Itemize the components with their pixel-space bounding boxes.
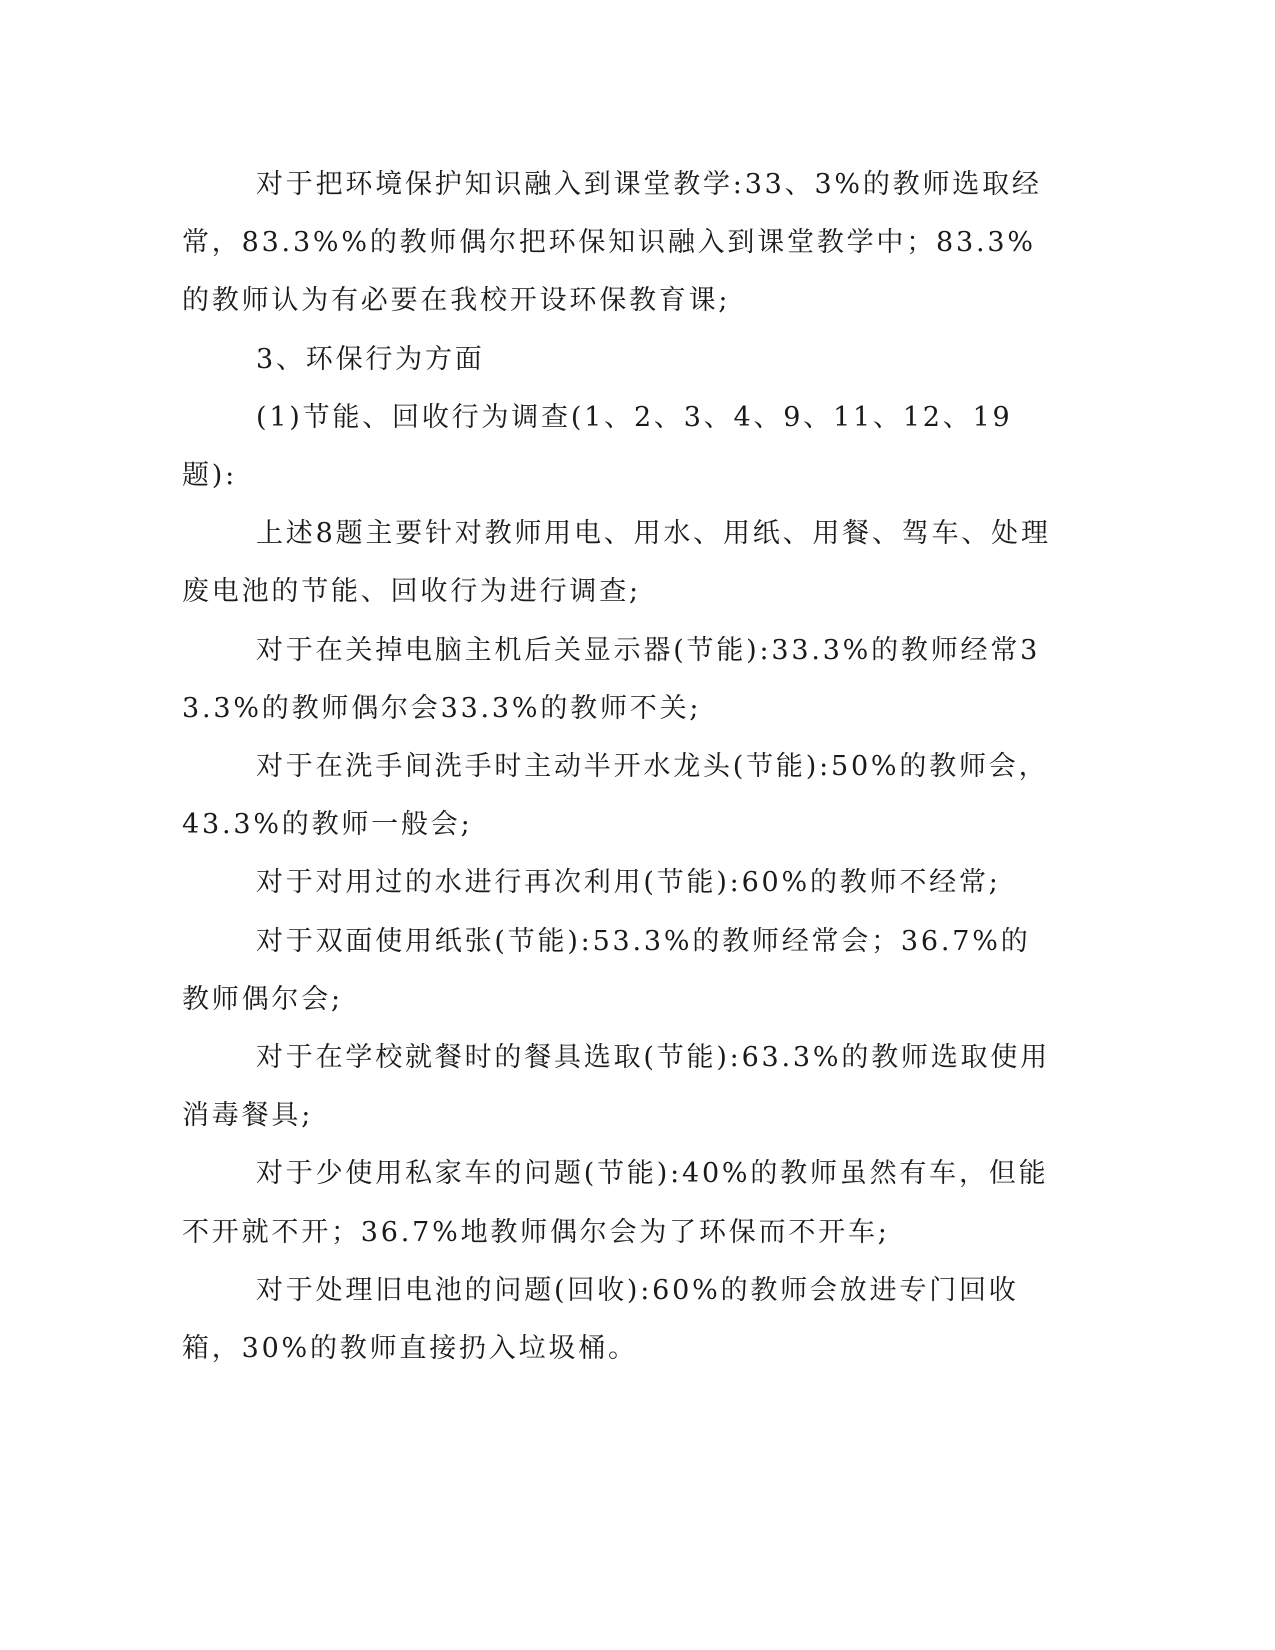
paragraph-tableware: 对于在学校就餐时的餐具选取(节能):63.3%的教师选取使用消毒餐具; — [182, 1042, 1050, 1132]
paragraph-batteries: 对于处理旧电池的问题(回收):60%的教师会放进专门回收箱，30%的教师直接扔入垃圾桶。 — [182, 1274, 1019, 1365]
paragraph-water-reuse: 对于对用过的水进行再次利用(节能):60%的教师不经常; — [256, 867, 1001, 899]
paragraph-faucet: 对于在洗手间洗手时主动半开水龙头(节能):50%的教师会，43.3%的教师一般会; — [182, 751, 1049, 841]
subsection-heading-energy-recycling: (1)节能、回收行为调查(1、2、3、4、9、11、12、19题): — [182, 401, 1013, 492]
body-text — [182, 156, 1060, 1378]
paragraph-teaching-integration: 对于把环境保护知识融入到课堂教学:33、3%的教师选取经常，83.3%%的教师偶尔把环保知识融入到课堂教学中；83.3%的教师认为有必要在我校开设环保教育课; — [182, 169, 1042, 317]
paragraph-monitor: 对于在关掉电脑主机后关显示器(节能):33.3%的教师经常33.3%的教师偶尔会33.3%的教师不关; — [182, 634, 1041, 724]
paragraph-paper: 对于双面使用纸张(节能):53.3%的教师经常会；36.7%的教师偶尔会; — [182, 925, 1031, 1015]
section-heading-behavior: 3、环保行为方面 — [256, 343, 485, 375]
paragraph-private-car: 对于少使用私家车的问题(节能):40%的教师虽然有车，但能不开就不开；36.7%地教师偶尔会为了环保而不开车; — [182, 1158, 1049, 1248]
paragraph-survey-scope: 上述8题主要针对教师用电、用水、用纸、用餐、驾车、处理废电池的节能、回收行为进行调查; — [182, 518, 1051, 608]
